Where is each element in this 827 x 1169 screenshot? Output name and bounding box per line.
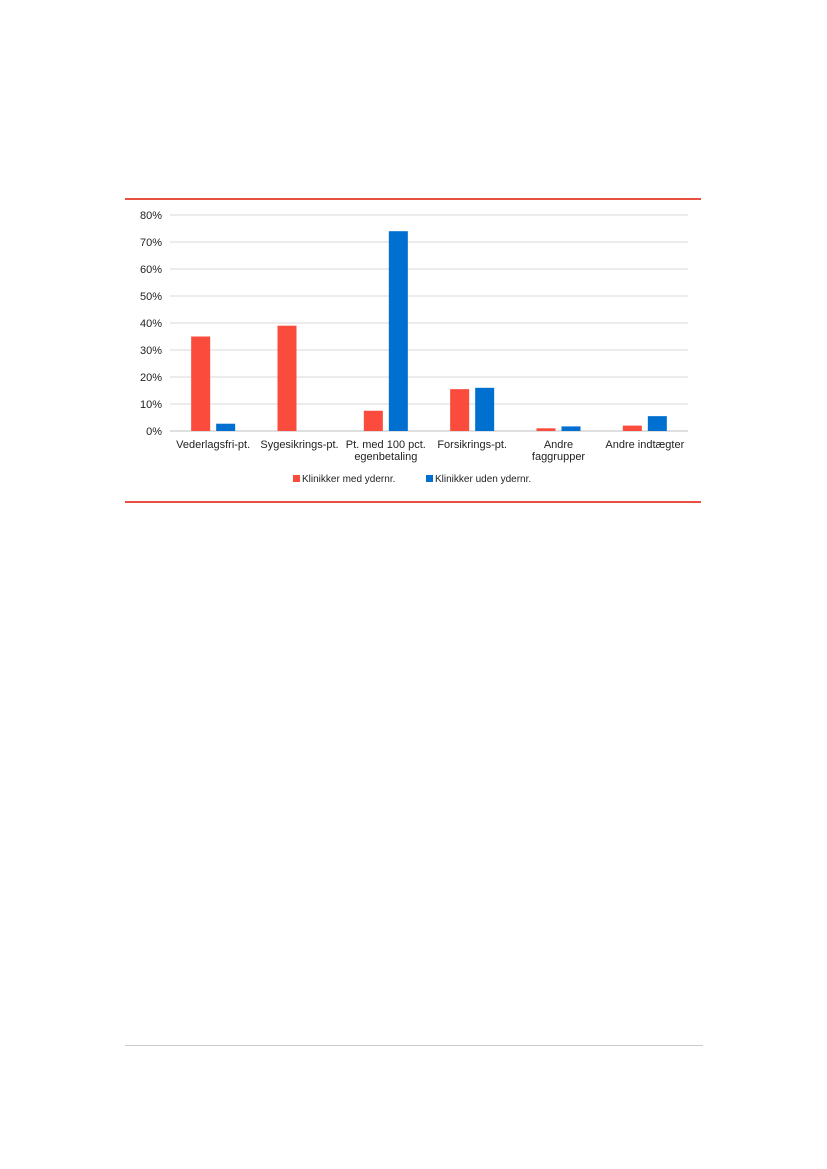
legend (293, 474, 531, 485)
legend-swatch (426, 475, 433, 482)
bar-med-ydernr (450, 389, 469, 431)
legend-swatch (293, 475, 300, 482)
bars (191, 231, 667, 431)
y-tick-label: 10% (139, 399, 162, 411)
x-category-label: Pt. med 100 pct. egenbetaling (345, 439, 426, 463)
bar-uden-ydernr (216, 424, 235, 431)
y-tick-label: 40% (139, 318, 162, 330)
x-category-label: Andre faggrupper (531, 439, 586, 463)
bar-med-ydernr (537, 428, 556, 431)
legend-label: Klinikker uden ydernr. (435, 474, 532, 485)
bar-uden-ydernr (389, 231, 408, 431)
bar-med-ydernr (364, 411, 383, 431)
x-category-label: Andre indtægter (605, 439, 685, 451)
chart-bottom-rule (125, 501, 701, 503)
bar-uden-ydernr (648, 416, 667, 431)
y-tick-label: 30% (139, 345, 162, 357)
x-category-label: Forsikrings-pt. (437, 439, 508, 451)
bar-chart (0, 0, 827, 520)
x-axis-category-labels (176, 439, 684, 463)
y-tick-label: 20% (139, 372, 162, 384)
bar-uden-ydernr (475, 388, 494, 431)
y-tick-label: 0% (146, 426, 162, 438)
bar-med-ydernr (191, 337, 210, 432)
legend-label: Klinikker med ydernr. (302, 474, 396, 485)
y-tick-label: 80% (139, 210, 162, 222)
y-tick-label: 60% (139, 264, 162, 276)
bar-med-ydernr (278, 326, 297, 431)
page-footer-rule (125, 1045, 703, 1046)
y-tick-label: 70% (139, 237, 162, 249)
x-category-label: Sygesikrings-pt. (260, 439, 339, 451)
y-axis-tick-labels (140, 210, 162, 438)
gridlines (170, 215, 688, 431)
bar-med-ydernr (623, 426, 642, 431)
x-category-label: Vederlagsfri-pt. (176, 439, 251, 451)
bar-uden-ydernr (562, 426, 581, 431)
y-tick-label: 50% (139, 291, 162, 303)
